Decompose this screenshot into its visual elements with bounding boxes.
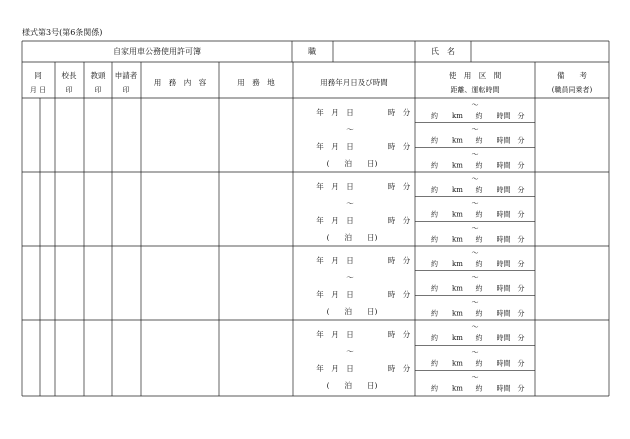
header-usage-section: 使 用 区 間 <box>448 71 502 80</box>
form-caption: 様式第3号(第6条関係) <box>22 28 103 37</box>
section-tilde: ～ <box>471 323 479 331</box>
date-tilde: ～ <box>346 125 354 134</box>
date-time: 時 分 <box>387 142 411 151</box>
header-principal: 校長 <box>61 71 77 80</box>
section-time: 約 時間 分 <box>475 186 525 194</box>
header-vice-seal: 印 <box>94 86 102 94</box>
section-time: 約 時間 分 <box>475 284 525 293</box>
date-ymd: 年 月 日 <box>316 330 354 339</box>
date-time: 時 分 <box>387 364 411 373</box>
date-ymd: 年 月 日 <box>316 364 354 373</box>
section-time: 約 時間 分 <box>475 334 525 342</box>
section-km: 約 km <box>431 235 463 244</box>
section-km: 約 km <box>431 210 463 219</box>
date-ymd: 年 月 日 <box>316 256 354 265</box>
section-km: 約 km <box>431 112 463 120</box>
date-tilde: ～ <box>346 199 354 208</box>
section-km: 約 km <box>431 161 463 170</box>
section-tilde: ～ <box>471 249 479 257</box>
date-ymd: 年 月 日 <box>316 142 354 151</box>
section-time: 約 時間 分 <box>475 235 525 244</box>
header-duty-datetime: 用務年月日及び時間 <box>320 78 388 87</box>
date-tilde: ～ <box>346 273 354 282</box>
date-stay: ( 泊 日) <box>326 159 378 168</box>
section-km: 約 km <box>431 136 463 145</box>
section-time: 約 時間 分 <box>475 260 525 268</box>
section-time: 約 時間 分 <box>475 161 525 170</box>
section-km: 約 km <box>431 359 463 368</box>
date-stay: ( 泊 日) <box>326 233 378 242</box>
section-tilde: ～ <box>471 199 479 208</box>
section-tilde: ～ <box>471 125 479 134</box>
date-time: 時 分 <box>387 256 411 265</box>
section-tilde: ～ <box>471 150 479 159</box>
section-time: 約 時間 分 <box>475 359 525 368</box>
section-time: 約 時間 分 <box>475 210 525 219</box>
section-km: 約 km <box>431 260 463 268</box>
position-label: 職 <box>308 47 316 56</box>
date-stay: ( 泊 日) <box>326 307 378 316</box>
section-km: 約 km <box>431 284 463 293</box>
date-time: 時 分 <box>387 216 411 225</box>
section-tilde: ～ <box>471 373 479 382</box>
date-ymd: 年 月 日 <box>316 182 354 191</box>
date-time: 時 分 <box>387 330 411 339</box>
section-time: 約 時間 分 <box>475 136 525 145</box>
date-ymd: 年 月 日 <box>316 290 354 299</box>
section-tilde: ～ <box>471 224 479 233</box>
permit-title: 自家用車公務使用許可簿 <box>113 47 201 56</box>
date-time: 時 分 <box>387 182 411 191</box>
section-km: 約 km <box>431 384 463 393</box>
header-month-day: 同 <box>34 71 42 80</box>
section-time: 約 時間 分 <box>475 112 525 120</box>
header-remarks: 備 考 <box>557 71 587 80</box>
section-tilde: ～ <box>471 273 479 282</box>
section-km: 約 km <box>431 309 463 318</box>
section-time: 約 時間 分 <box>475 384 525 393</box>
header-vice-principal: 教頭 <box>90 71 106 80</box>
header-month-day-sub: 月 日 <box>29 86 47 94</box>
section-tilde: ～ <box>471 101 479 109</box>
header-distance-time: 距離、運転時間 <box>450 86 500 94</box>
date-ymd: 年 月 日 <box>316 216 354 225</box>
section-km: 約 km <box>431 334 463 342</box>
section-tilde: ～ <box>471 175 479 183</box>
section-time: 約 時間 分 <box>475 309 525 318</box>
section-tilde: ～ <box>471 348 479 357</box>
header-principal-seal: 印 <box>65 86 73 94</box>
date-time: 時 分 <box>387 108 411 117</box>
header-duty-place: 用 務 地 <box>237 78 275 87</box>
section-km: 約 km <box>431 186 463 194</box>
date-tilde: ～ <box>346 347 354 356</box>
section-tilde: ～ <box>471 298 479 307</box>
date-stay: ( 泊 日) <box>326 381 378 390</box>
name-label: 氏 名 <box>431 47 455 56</box>
header-duty-content: 用 務 内 容 <box>153 78 207 87</box>
header-applicant-seal: 印 <box>122 86 130 94</box>
date-ymd: 年 月 日 <box>316 108 354 117</box>
date-time: 時 分 <box>387 290 411 299</box>
header-applicant: 申請者 <box>114 71 138 80</box>
header-passengers: (職員同乗者) <box>551 86 593 94</box>
